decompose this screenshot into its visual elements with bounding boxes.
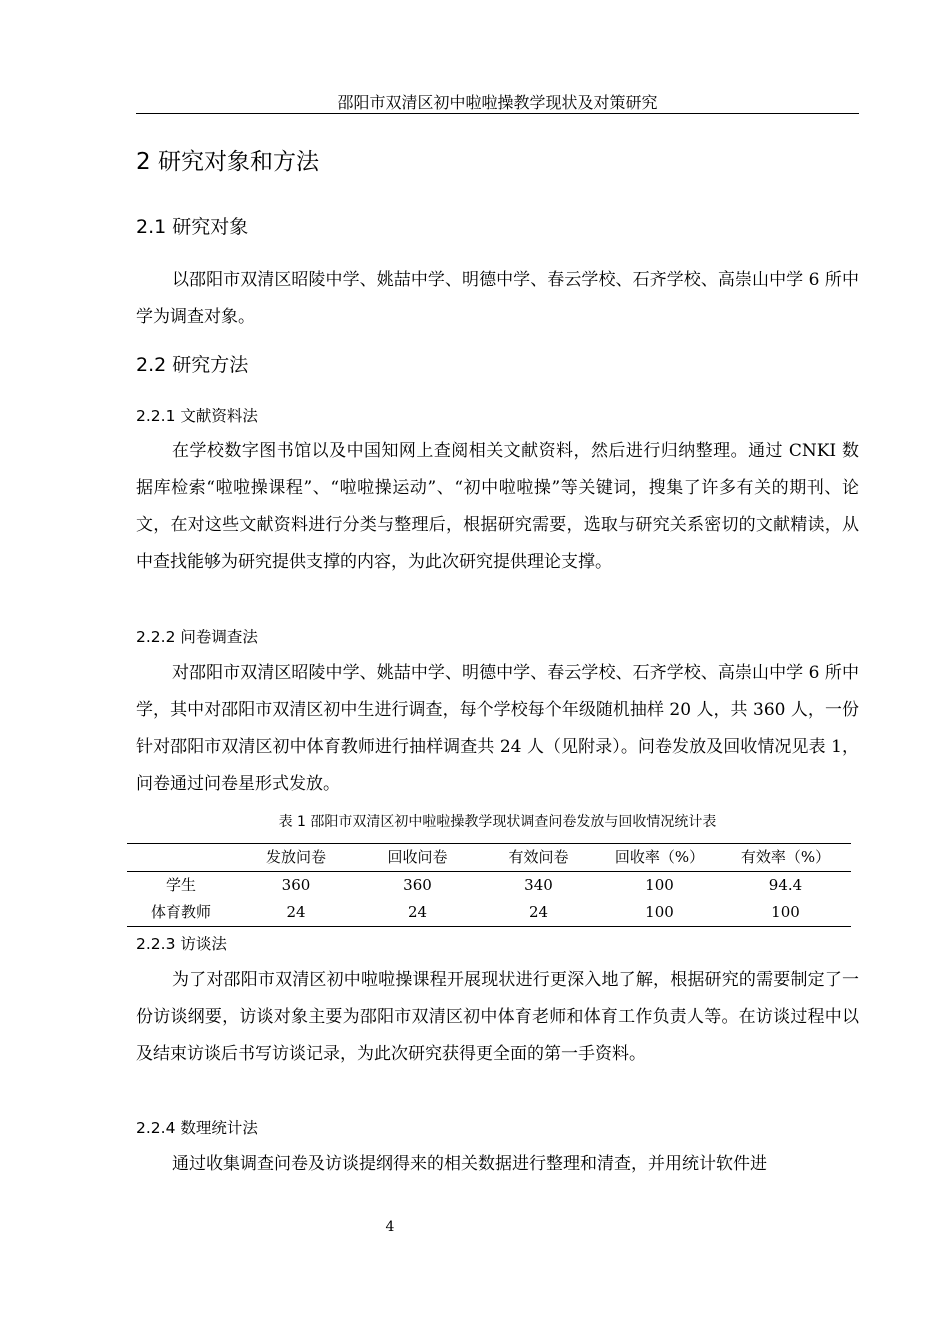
table-cell: 94.4 <box>768 876 803 894</box>
section-2-2-4-paragraph: 通过收集调查问卷及访谈提纲得来的相关数据进行整理和清查，并用统计软件进 <box>172 1154 767 1174</box>
section-2-1-heading: 2.1 研究对象 <box>136 216 249 238</box>
section-2-2-2-paragraph: 对邵阳市双清区昭陵中学、姚喆中学、明德中学、春云学校、石齐学校、高崇山中学 6 所中学，其中对邵阳市双清区初中生进行调查，每个学校每个年级随机抽样 20 人，共 360 人，一份针对邵阳市双清区初中体育教师进行抽样调查共 24 人（见附录）。问卷发放及回收情况见表 1，问卷通过问卷星形式发放。 <box>136 663 859 794</box>
section-2-2-1-heading: 2.2.1 文献资料法 <box>136 407 258 425</box>
table-cell: 100 <box>645 876 674 894</box>
table-header-cell: 发放问卷 <box>265 848 326 866</box>
section-2-2-3-paragraph: 为了对邵阳市双清区初中啦啦操课程开展现状进行更深入地了解，根据研究的需要制定了一份访谈纲要，访谈对象主要为邵阳市双清区初中体育老师和体育工作负责人等。在访谈过程中以及结束访谈后书写访谈记录，为此次研究获得更全面的第一手资料。 <box>136 970 859 1064</box>
table-cell: 24 <box>407 903 428 921</box>
table-cell: 340 <box>524 876 553 894</box>
table-cell: 360 <box>403 876 432 894</box>
table-header-cell: 回收率（%） <box>614 848 705 866</box>
running-header: 邵阳市双清区初中啦啦操教学现状及对策研究 <box>337 93 658 112</box>
table-row <box>127 899 851 927</box>
table-cell: 24 <box>286 903 306 921</box>
table-header-row <box>127 844 851 872</box>
header-rule <box>136 113 859 114</box>
table-cell: 360 <box>281 876 311 894</box>
table-header-cell: 回收问卷 <box>387 848 448 866</box>
table-cell: 24 <box>528 903 549 921</box>
table-cell: 体育教师 <box>150 903 211 921</box>
table-caption: 表 1 邵阳市双清区初中啦啦操教学现状调查问卷发放与回收情况统计表 <box>278 814 717 830</box>
table-row <box>127 872 851 900</box>
table-header-cell <box>127 844 235 872</box>
survey-table <box>127 843 851 927</box>
section-2-1-paragraph: 以邵阳市双清区昭陵中学、姚喆中学、明德中学、春云学校、石齐学校、高崇山中学 6 所中学为调查对象。 <box>136 270 859 327</box>
page-number: 4 <box>385 1219 395 1235</box>
table-header-cell: 有效问卷 <box>508 848 569 866</box>
section-2-2-4-heading: 2.2.4 数理统计法 <box>136 1119 258 1137</box>
section-2-2-2-heading: 2.2.2 问卷调查法 <box>136 628 258 646</box>
table-cell: 100 <box>645 903 674 921</box>
section-2-2-heading: 2.2 研究方法 <box>136 354 249 376</box>
section-2-2-1-paragraph: 在学校数字图书馆以及中国知网上查阅相关文献资料，然后进行归纳整理。通过 CNKI 数据库检索“啦啦操课程”、“啦啦操运动”、“初中啦啦操”等关键词，搜集了许多有关的期刊、论文，在对这些文献资料进行分类与整理后，根据研究需要，选取与研究关系密切的文献精读，从中查找能够为研究提供支撑的内容，为此次研究提供理论支撑。 <box>136 441 859 572</box>
section-2-heading: 2 研究对象和方法 <box>136 149 319 175</box>
section-2-2-3-heading: 2.2.3 访谈法 <box>136 935 227 953</box>
table-cell: 100 <box>771 903 800 921</box>
table-header-cell: 有效率（%） <box>740 848 831 866</box>
table-cell: 学生 <box>165 876 196 894</box>
